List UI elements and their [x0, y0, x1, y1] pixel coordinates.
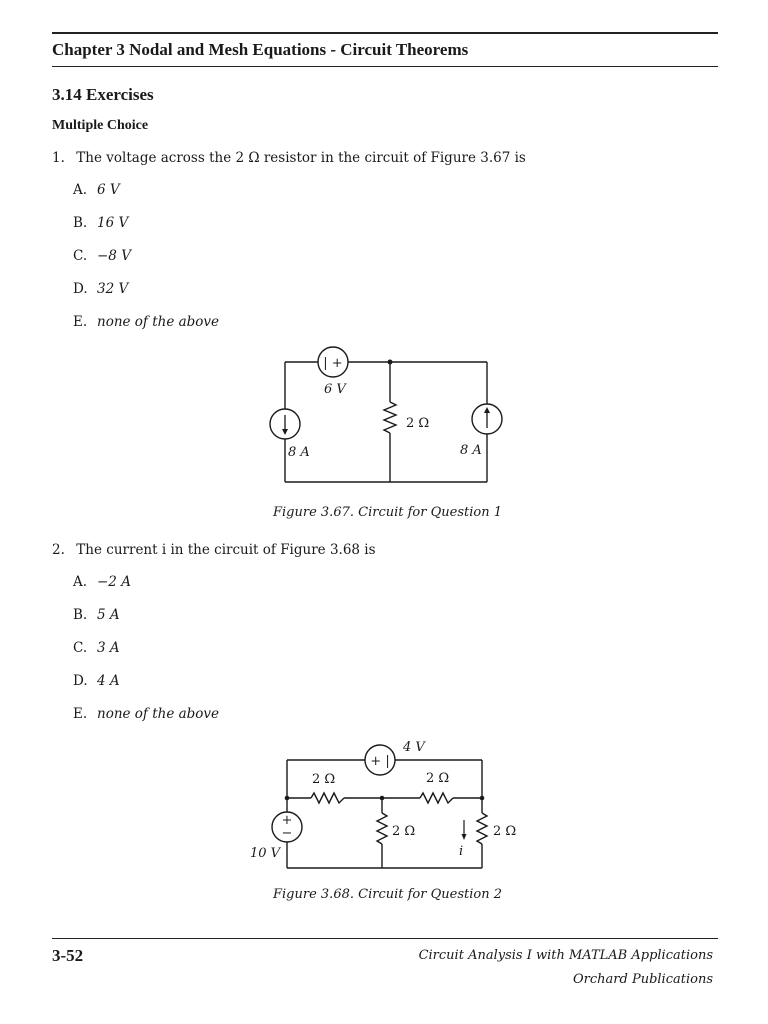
chapter-title: Chapter 3 Nodal and Mesh Equations - Circuit Theorems	[52, 40, 469, 59]
current-source-right	[472, 404, 502, 434]
section-title: 3.14 Exercises	[52, 85, 154, 104]
voltage-source-6v	[318, 347, 348, 377]
voltage-source-10v	[272, 812, 302, 842]
node-dot	[380, 796, 385, 801]
choice-letter: B.	[73, 215, 88, 231]
question-number: 2.	[52, 542, 65, 558]
choice-1a	[73, 182, 120, 198]
vs-polarity: | +	[323, 356, 343, 371]
choice-text: 6 V	[97, 182, 120, 198]
r3-label: 2 Ω	[392, 824, 416, 839]
circuit-figure-3-67	[260, 345, 510, 495]
publisher: Orchard Publications	[573, 972, 713, 987]
choice-letter: B.	[73, 607, 88, 623]
choice-2a	[73, 574, 131, 590]
r-label: 2 Ω	[406, 416, 430, 431]
vs-top-polarity: + |	[370, 754, 390, 769]
choice-text: −8 V	[97, 248, 131, 264]
choice-1c	[73, 248, 131, 264]
choice-1e	[73, 314, 219, 330]
choice-text: none of the above	[97, 314, 220, 330]
figure-3-67-caption: Figure 3.67. Circuit for Question 1	[273, 505, 502, 520]
header-rule-top	[52, 32, 718, 34]
choice-text: none of the above	[97, 706, 220, 722]
choice-letter: C.	[73, 640, 88, 656]
figure-3-68-caption: Figure 3.68. Circuit for Question 2	[273, 887, 502, 902]
question-text: The current i in the circuit of Figure 3.68 is	[76, 542, 376, 558]
is-left-label: 8 A	[288, 445, 310, 460]
choice-text: −2 A	[97, 574, 131, 590]
choice-1b	[73, 215, 128, 231]
r4-label: 2 Ω	[493, 824, 517, 839]
footer-rule	[52, 938, 718, 939]
question-number: 1.	[52, 150, 65, 166]
question-2	[52, 542, 376, 558]
choice-text: 3 A	[97, 640, 120, 656]
vs-label: 6 V	[324, 382, 346, 397]
choice-text: 32 V	[97, 281, 129, 297]
question-text: The voltage across the 2 Ω resistor in the circuit of Figure 3.67 is	[76, 150, 526, 166]
choice-text: 5 A	[97, 607, 120, 623]
choice-text: 16 V	[97, 215, 129, 231]
choice-2c	[73, 640, 120, 656]
choice-letter: E.	[73, 314, 88, 330]
choice-2b	[73, 607, 120, 623]
plus-sign: +	[281, 813, 293, 828]
choice-text: 4 A	[97, 673, 120, 689]
r1-label: 2 Ω	[312, 772, 336, 787]
book-title: Circuit Analysis I with MATLAB Applications	[418, 948, 713, 963]
vs-left-label: 10 V	[250, 846, 281, 861]
choice-letter: C.	[73, 248, 88, 264]
is-right-label: 8 A	[460, 443, 482, 458]
choice-2d	[73, 673, 120, 689]
choice-2e	[73, 706, 219, 722]
question-1	[52, 150, 526, 166]
choice-letter: E.	[73, 706, 88, 722]
choice-1d	[73, 281, 128, 297]
choice-letter: D.	[73, 673, 88, 689]
node-dot	[480, 796, 485, 801]
page-number: 3-52	[52, 946, 84, 965]
vs-top-label: 4 V	[403, 740, 425, 755]
minus-sign: −	[281, 826, 293, 841]
choice-letter: A.	[73, 182, 88, 198]
node-dot	[388, 360, 393, 365]
node-dot	[285, 796, 290, 801]
r2-label: 2 Ω	[426, 771, 450, 786]
current-arrow	[462, 820, 467, 840]
choice-letter: A.	[73, 574, 88, 590]
voltage-source-4v	[365, 745, 395, 775]
current-label: i	[459, 844, 464, 859]
header-rule-bottom	[52, 66, 718, 67]
choice-letter: D.	[73, 281, 88, 297]
section-subtitle: Multiple Choice	[52, 118, 149, 133]
circuit-figure-3-68	[245, 738, 535, 873]
current-source-left	[270, 409, 300, 439]
